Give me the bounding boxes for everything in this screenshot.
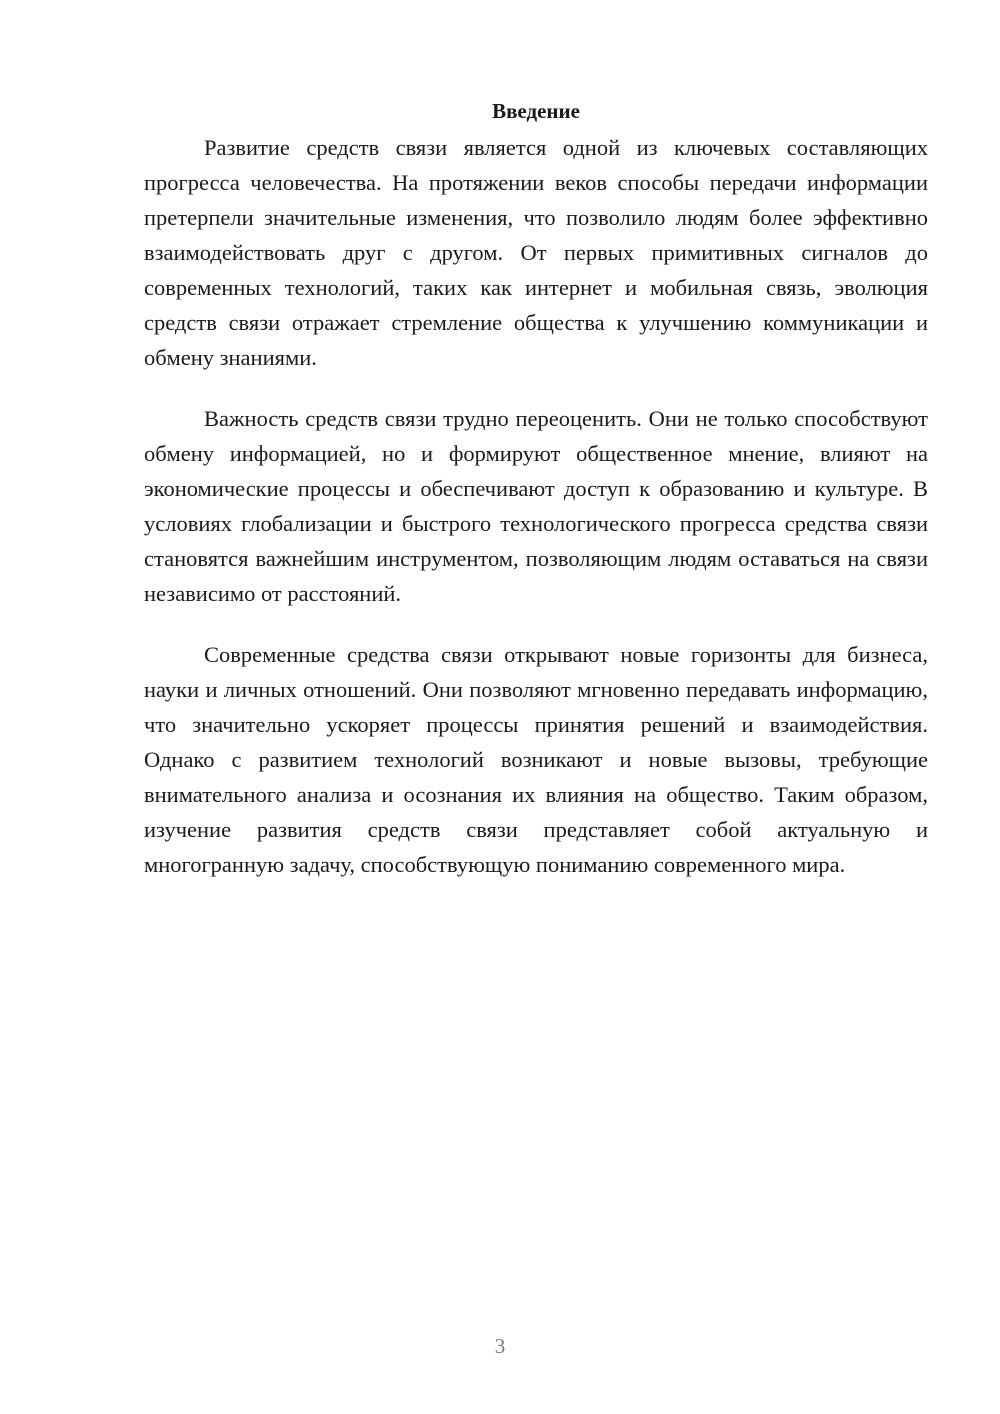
paragraph-2: Важность средств связи трудно переоценить. Они не только способствуют обмену информацией, но и формируют общественное мнение, влияют на экономические процессы и обеспечивают доступ к образованию и культуре. В условиях глобализации и быстрого технологического прогресса средства связи становятся важнейшим инструментом, позволяющим людям оставаться на связи независимо от расстояний. [144, 406, 928, 606]
document-page [144, 96, 928, 908]
paragraph-1: Развитие средств связи является одной из ключевых составляющих прогресса человечества. На протяжении веков способы передачи информации претерпели значительные изменения, что позволило людям более эффективно взаимодействовать друг с другом. От первых примитивных сигналов до современных технологий, таких как интернет и мобильная связь, эволюция средств связи отражает стремление общества к улучшению коммуникации и обмену знаниями. [144, 135, 928, 370]
section-heading: Введение [492, 99, 580, 123]
page-number: 3 [494, 1334, 506, 1358]
paragraph-3: Современные средства связи открывают новые горизонты для бизнеса, науки и личных отношений. Они позволяют мгновенно передавать информацию, что значительно ускоряет процессы принятия решений и взаимодействия. Однако с развитием технологий возникают и новые вызовы, требующие внимательного анализа и осознания их влияния на общество. Таким образом, изучение развития средств связи представляет собой актуальную и многогранную задачу, способствующую пониманию современного мира. [144, 642, 928, 877]
